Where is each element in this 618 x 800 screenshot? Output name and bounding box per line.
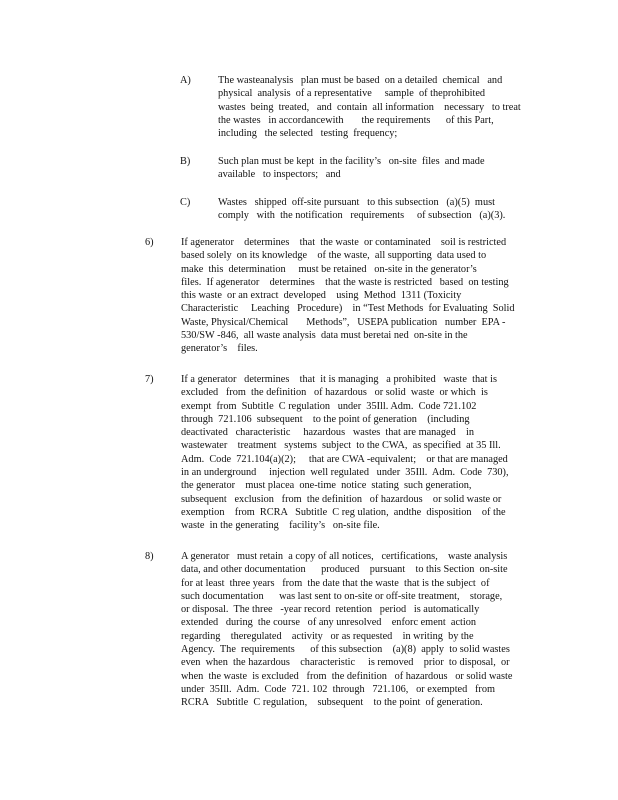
item-text [181,550,512,710]
text-line: the generator must placea one-time notice stating such generation, [181,480,472,492]
item-label: 8) [145,551,154,562]
item-label: 7) [145,374,154,385]
text-line: waste in the generating facility’s on-site file. [181,520,380,532]
subitem-text [218,74,521,140]
item-text [181,373,509,533]
item-text [181,236,515,356]
text-line: exemption from RCRA Subtitle C reg ulation, andthe disposition of the [181,506,506,518]
text-line: for at least three years from the date that the waste that is the subject of [181,577,490,589]
text-line: Adm. Code 721.104(a)(2); that are CWA -equivalent; or that are managed [181,453,508,465]
text-line: If a generator determines that it is managing a prohibited waste that is [181,374,497,385]
text-line: Agency. The requirements of this subsection (a)(8) apply to solid wastes [181,644,510,656]
text-line: 530/SW -846, all waste analysis data must beretai ned on-site in the [181,330,468,342]
text-line: RCRA Subtitle C regulation, subsequent to the point of generation. [181,697,483,709]
text-line: files. If agenerator determines that the waste is restricted based on testing [181,276,509,288]
text-line: wastewater treatment systems subject to the CWA, as specified at 35 Ill. [181,440,501,452]
text-line: Characteristic Leaching Procedure) in “Test Methods for Evaluating Solid [181,303,515,315]
text-line: including the selected testing frequency; [218,128,398,140]
text-line: Waste, Physical/Chemical Methods”, USEPA publication number EPA - [181,316,506,328]
text-line: when the waste is excluded from the definition of hazardous or solid waste [181,670,513,682]
text-line: extended during the course of any unresolved enforc ement action [181,617,477,629]
text-line: through 721.106 subsequent to the point of generation (including [181,413,470,425]
text-line: the wastes in accordancewith the requirements of this Part, [218,114,494,126]
text-line: this waste or an extract developed using Method 1311 (Toxicity [181,290,462,302]
text-line: generator’s files. [181,343,258,355]
text-line: A generator must retain a copy of all notices, certifications, waste analysis [181,551,508,562]
text-line: even when the hazardous characteristic is removed prior to disposal, or [181,657,510,669]
text-line: based solely on its knowledge of the waste, all supporting data used to [181,250,487,262]
subitem-label: B) [180,156,191,167]
subitem-text [218,196,505,223]
text-line: under 35Ill. Adm. Code 721. 102 through 721.106, or exempted from [181,683,496,695]
text-line: The wasteanalysis plan must be based on a detailed chemical and [218,75,503,86]
text-line: If agenerator determines that the waste or contaminated soil is restricted [181,237,507,248]
text-line: physical analysis of a representative sample of theprohibited [218,88,486,100]
item-label: 6) [145,237,154,248]
text-line: make this determination must be retained on-site in the generator’s [181,263,477,275]
text-line: Such plan must be kept in the facility’s on-site files and made [218,156,485,167]
text-line: in an underground injection well regulated under 35Ill. Adm. Code 730), [181,467,509,479]
text-line: excluded from the definition of hazardous or solid waste or which is [181,387,488,399]
text-line: subsequent exclusion from the definition of hazardous or solid waste or [181,493,502,505]
text-line: deactivated characteristic hazardous wastes that are managed in [181,427,475,439]
text-line: exempt from Subtitle C regulation under 35Ill. Adm. Code 721.102 [181,400,477,412]
text-line: such documentation was last sent to on-site or off-site treatment, storage, [181,590,503,602]
text-line: data, and other documentation produced pursuant to this Section on-site [181,564,508,576]
text-line: wastes being treated, and contain all information necessary to treat [218,101,521,113]
text-line: comply with the notification requirements of subsection (a)(3). [218,210,506,222]
text-line: available to inspectors; and [218,169,341,181]
subitem-text [218,155,485,182]
subitem-label: A) [180,75,191,86]
text-line: or disposal. The three -year record retention period is automatically [181,604,480,616]
text-line: regarding theregulated activity or as requested in writing by the [181,630,474,642]
subitem-label: C) [180,197,191,208]
text-line: Wastes shipped off-site pursuant to this subsection (a)(5) must [218,197,495,208]
